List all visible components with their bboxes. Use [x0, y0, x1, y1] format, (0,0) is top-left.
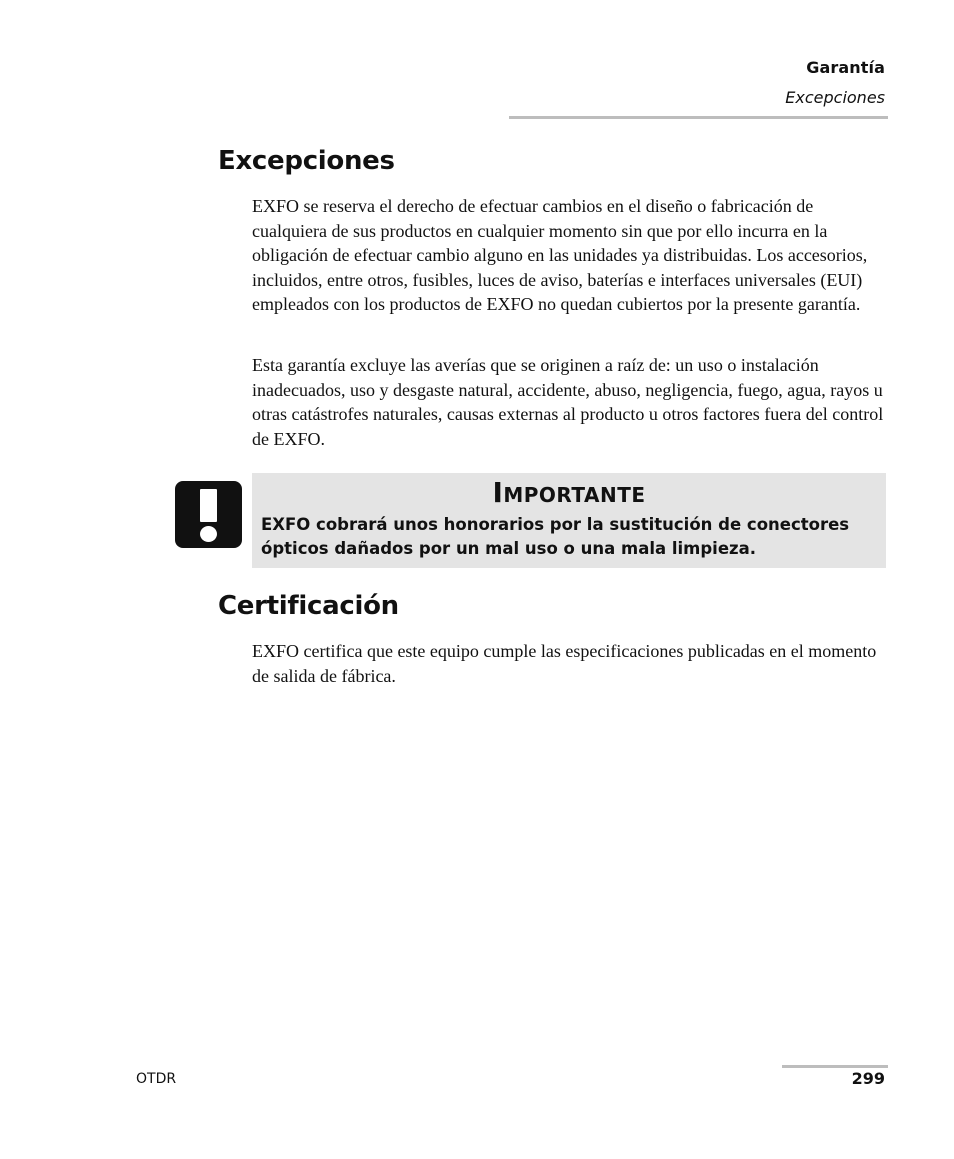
paragraph-excepciones-1: EXFO se reserva el derecho de efectuar cambios en el diseño o fabricación de cualquiera de sus productos en cualquier momento sin que por ello incurra en la obligación de efectuar cambio alguno en las unidades ya distribuidas. Los accesorios, incluidos, entre otros, fusibles, luces de aviso, baterías e interfaces universales (EUI) empleados con los productos de EXFO no quedan cubiertos por la presente garantía.	[252, 196, 868, 315]
important-callout	[252, 473, 886, 568]
footer-document-name: OTDR	[136, 1071, 177, 1087]
important-text: EXFO cobrará unos honorarios por la sustitución de conectores ópticos dañados por un mal uso o una mala limpieza.	[261, 515, 850, 558]
paragraph-excepciones-2: Esta garantía excluye las averías que se originen a raíz de: un uso o instalación inadecuados, uso y desgaste natural, accidente, abuso, negligencia, fuego, agua, rayos u otras catástrofes naturales, causas externas al producto u otros factores fuera del control de EXFO.	[252, 355, 884, 449]
section-heading-excepciones: Excepciones	[218, 146, 395, 176]
paragraph-certificacion: EXFO certifica que este equipo cumple las especificaciones publicadas en el momento de salida de fábrica.	[252, 641, 877, 686]
running-header-section: Excepciones	[785, 88, 885, 107]
page-number: 299	[851, 1069, 885, 1088]
running-header-chapter: Garantía	[806, 58, 885, 77]
important-title: Importante	[492, 476, 646, 509]
exclamation-dot	[200, 526, 217, 542]
exclamation-bar	[200, 489, 217, 522]
exclamation-icon	[175, 481, 242, 548]
header-divider	[509, 116, 888, 119]
section-heading-certificacion: Certificación	[218, 591, 399, 621]
footer-divider	[782, 1065, 888, 1068]
